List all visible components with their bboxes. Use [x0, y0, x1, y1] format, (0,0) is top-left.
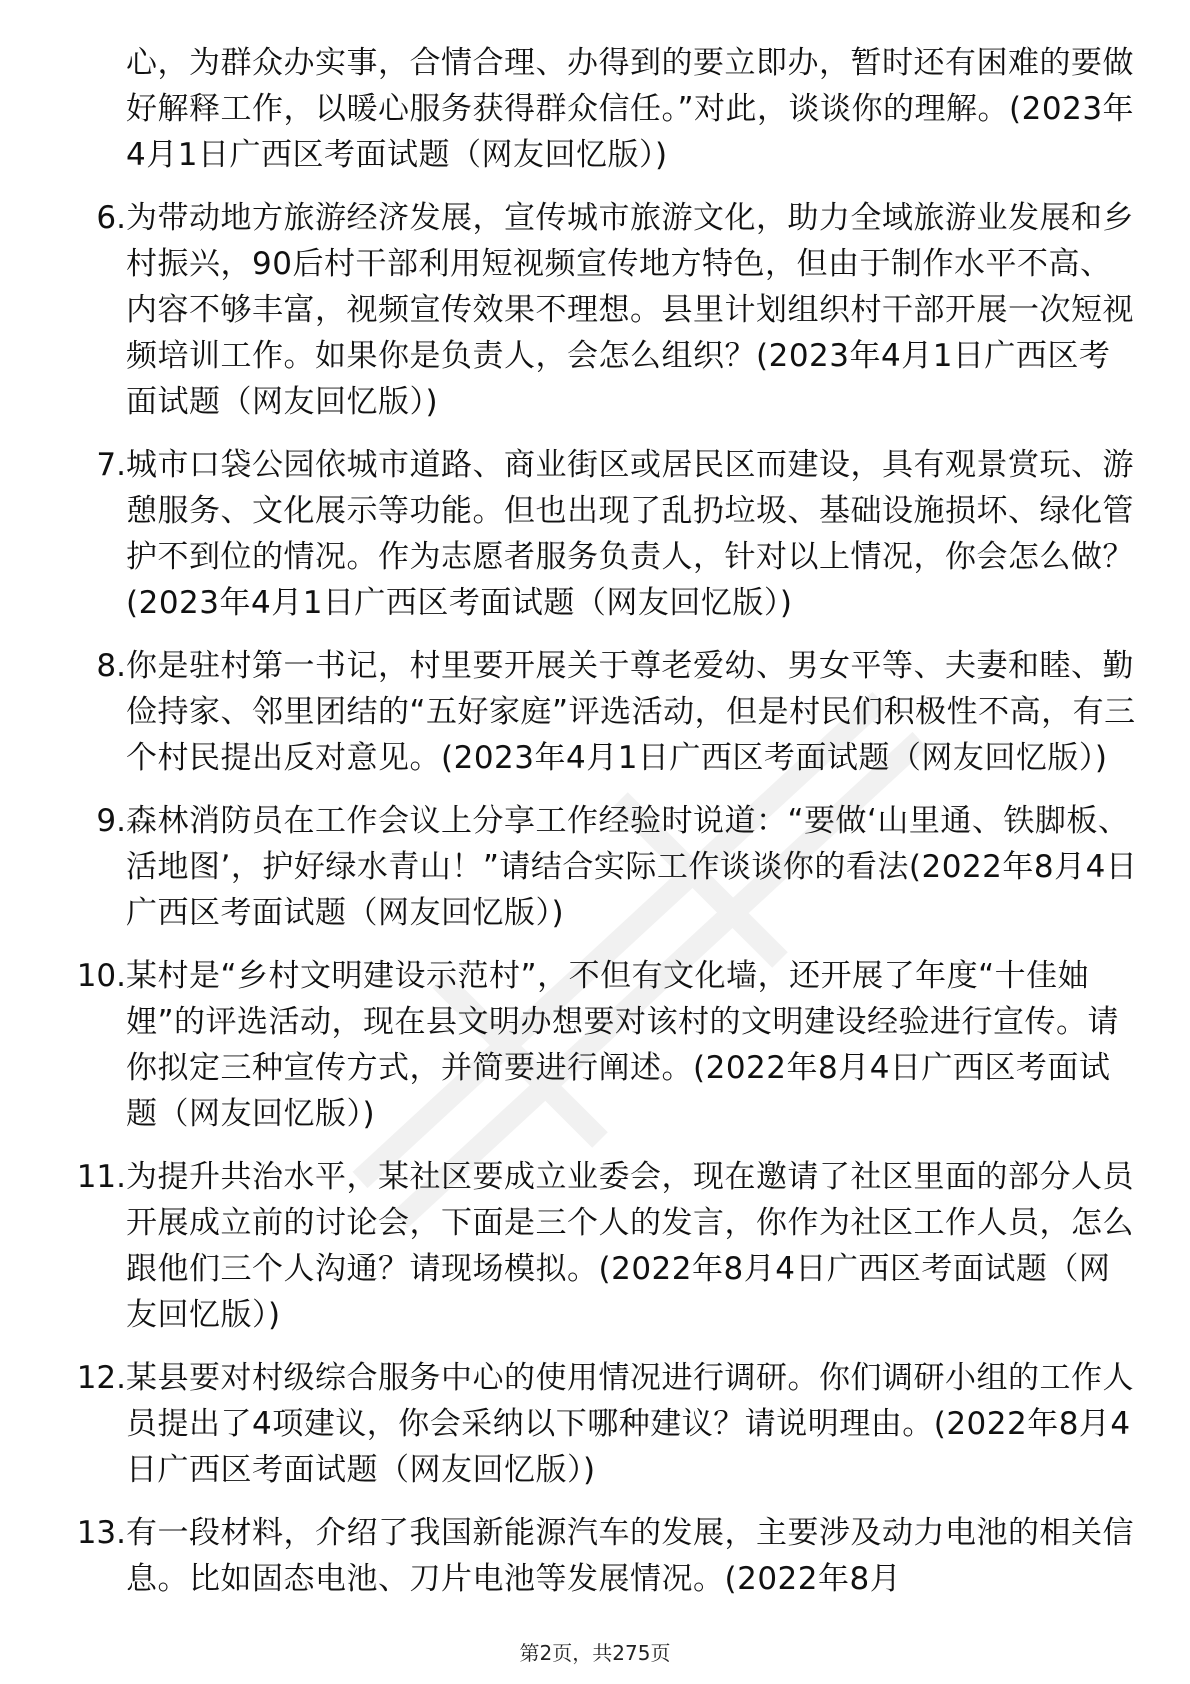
question-text: 为提升共治水平，某社区要成立业委会，现在邀请了社区里面的部分人员开展成立前的讨论会，下面是三个人的发言，你作为社区工作人员，怎么跟他们三个人沟通？请现场模拟。(2022年8月4日广西区考面试题（网友回忆版）) — [126, 1159, 1134, 1333]
question-number: 11. — [76, 1159, 126, 1195]
question-text: 城市口袋公园依城市道路、商业街区或居民区而建设，具有观景赏玩、游憩服务、文化展示等功能。但也出现了乱扔垃圾、基础设施损坏、绿化管护不到位的情况。作为志愿者服务负责人，针对以上情况，你会怎么做？(2023年4月1日广西区考面试题（网友回忆版）) — [126, 447, 1134, 621]
question-number: 6. — [96, 200, 126, 236]
question-item — [80, 195, 1140, 425]
question-item — [76, 1154, 1140, 1338]
question-text: 森林消防员在工作会议上分享工作经验时说道：“要做‘山里通、铁脚板、活地图’，护好绿水青山！”请结合实际工作谈谈你的看法(2022年8月4日广西区考面试题（网友回忆版）) — [126, 803, 1138, 931]
question-number: 10. — [76, 958, 126, 994]
page-footer: 第2页，共275页 — [519, 1641, 671, 1665]
question-text: 某村是“乡村文明建设示范村”，不但有文化墙，还开展了年度“十佳妯娌”的评选活动，现在县文明办想要对该村的文明建设经验进行宣传。请你拟定三种宣传方式，并简要进行阐述。(2022年8月4日广西区考面试题（网友回忆版）) — [126, 958, 1120, 1132]
question-text: 你是驻村第一书记，村里要开展关于尊老爱幼、男女平等、夫妻和睦、勤俭持家、邻里团结的“五好家庭”评选活动，但是村民们积极性不高，有三个村民提出反对意见。(2023年4月1日广西区考面试题（网友回忆版）) — [126, 648, 1136, 776]
document-body — [76, 40, 1140, 1602]
question-item — [80, 798, 1140, 936]
question-text: 为带动地方旅游经济发展，宣传城市旅游文化，助力全域旅游业发展和乡村振兴，90后村干部利用短视频宣传地方特色，但由于制作水平不高、内容不够丰富，视频宣传效果不理想。县里计划组织村干部开展一次短视频培训工作。如果你是负责人，会怎么组织？(2023年4月1日广西区考面试题（网友回忆版）) — [126, 200, 1134, 420]
question-number: 8. — [96, 648, 126, 684]
question-item — [80, 643, 1140, 781]
question-item — [76, 1510, 1140, 1602]
question-item — [80, 442, 1140, 626]
question-number: 12. — [76, 1360, 126, 1396]
question-number: 13. — [76, 1515, 126, 1551]
intro-paragraph: 心，为群众办实事，合情合理、办得到的要立即办，暂时还有困难的要做好解释工作，以暖心服务获得群众信任。”对此，谈谈你的理解。(2023年4月1日广西区考面试题（网友回忆版）) — [126, 45, 1135, 173]
question-item — [76, 1355, 1140, 1493]
question-text: 某县要对村级综合服务中心的使用情况进行调研。你们调研小组的工作人员提出了4项建议，你会采纳以下哪种建议？请说明理由。(2022年8月4日广西区考面试题（网友回忆版）) — [126, 1360, 1134, 1488]
question-text: 有一段材料，介绍了我国新能源汽车的发展，主要涉及动力电池的相关信息。比如固态电池、刀片电池等发展情况。(2022年8月 — [126, 1515, 1134, 1597]
question-item — [76, 953, 1140, 1137]
question-number: 7. — [96, 447, 126, 483]
question-number: 9. — [96, 803, 126, 839]
